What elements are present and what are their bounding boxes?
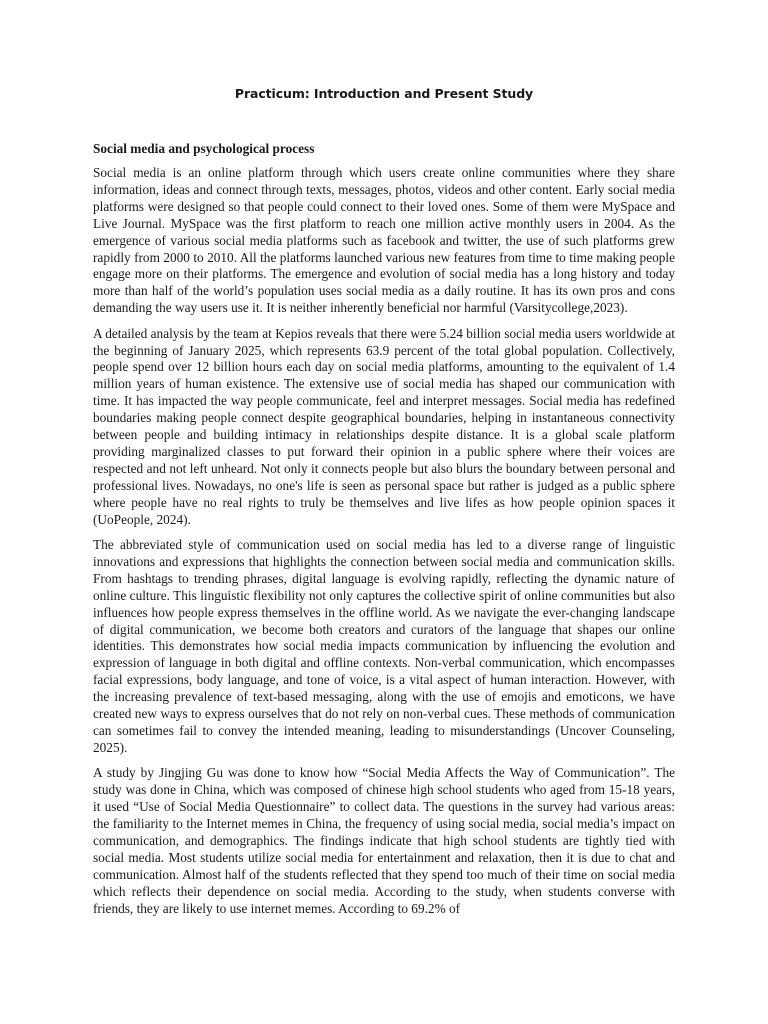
paragraph-3: The abbreviated style of communication used on social media has led to a diverse range of linguistic innovations and expressions that highlights the connection between social media and communication skills. From hashtags to trending phrases, digital language is evolving rapidly, reflecting the dynamic nature of online culture. This linguistic flexibility not only captures the collective spirit of online communities but also influences how people express themselves in the offline world. As we navigate the ever-changing landscape of digital communication, we become both creators and curators of the language that shapes our online identities. This demonstrates how social media impacts communication by influencing the evolution and expression of language in both digital and offline contexts. Non-verbal communication, which encompasses facial expressions, body language, and tone of voice, is a vital aspect of human interaction. However, with the increasing prevalence of text-based messaging, along with the use of emojis and emoticons, we have created new ways to express ourselves that do not rely on non-verbal cues. These methods of communication can sometimes fail to convey the intended meaning, leading to misunderstandings (Uncover Counseling, 2025). [93, 537, 675, 755]
document-body [93, 140, 675, 926]
paragraph-4: A study by Jingjing Gu was done to know how “Social Media Affects the Way of Communication”. The study was done in China, which was composed of chinese high school students who aged from 15-18 years, it used “Use of Social Media Questionnaire” to collect data. The questions in the survey had various areas: the familiarity to the Internet memes in China, the frequency of using social media, social media’s impact on communication, and demographics. The findings indicate that high school students are tightly tied with social media. Most students utilize social media for entertainment and relaxation, then it is due to chat and communication. Almost half of the students reflected that they spend too much of their time on social media which reflects their dependence on social media. According to the study, when students converse with friends, they are likely to use internet memes. According to 69.2% of [93, 765, 675, 916]
page-title: Practicum: Introduction and Present Study [234, 86, 534, 101]
paragraph-1: Social media is an online platform through which users create online communities where they share information, ideas and connect through texts, messages, photos, videos and other content. Early social media platforms were designed so that people could connect to their loved ones. Some of them were MySpace and Live Journal. MySpace was the first platform to reach one million active monthly users in 2004. As the emergence of various social media platforms such as facebook and twitter, the use of such platforms grew rapidly from 2000 to 2010. All the platforms launched various new features from time to time making people engage more on their platforms. The emergence and evolution of social media has a long history and today more than half of the world’s population uses social media as a daily routine. It has its own pros and cons demanding the way users use it. It is neither inherently beneficial nor harmful (Varsitycollege,2023). [93, 165, 675, 316]
section-heading: Social media and psychological process [93, 141, 315, 156]
paragraph-2: A detailed analysis by the team at Kepios reveals that there were 5.24 billion social media users worldwide at the beginning of January 2025, which represents 63.9 percent of the total global population. Collectively, people spend over 12 billion hours each day on social media platforms, amounting to the equivalent of 1.4 million years of human existence. The extensive use of social media has shaped our communication with time. It has impacted the way people communicate, feel and interpret messages. Social media has redefined boundaries making people connect despite geographical boundaries, helping in instantaneous connectivity between people and building intimacy in relationships despite distance. It is a global scale platform providing marginalized classes to put forward their opinion in a public sphere where their voices are respected and not left unheard. Not only it connects people but also blurs the boundary between personal and professional lives. Nowadays, no one's life is seen as personal space but rather is judged as a public sphere where people have no real rights to truly be themselves and live lifes as how people opinion spaces it (UoPeople, 2024). [93, 325, 675, 527]
